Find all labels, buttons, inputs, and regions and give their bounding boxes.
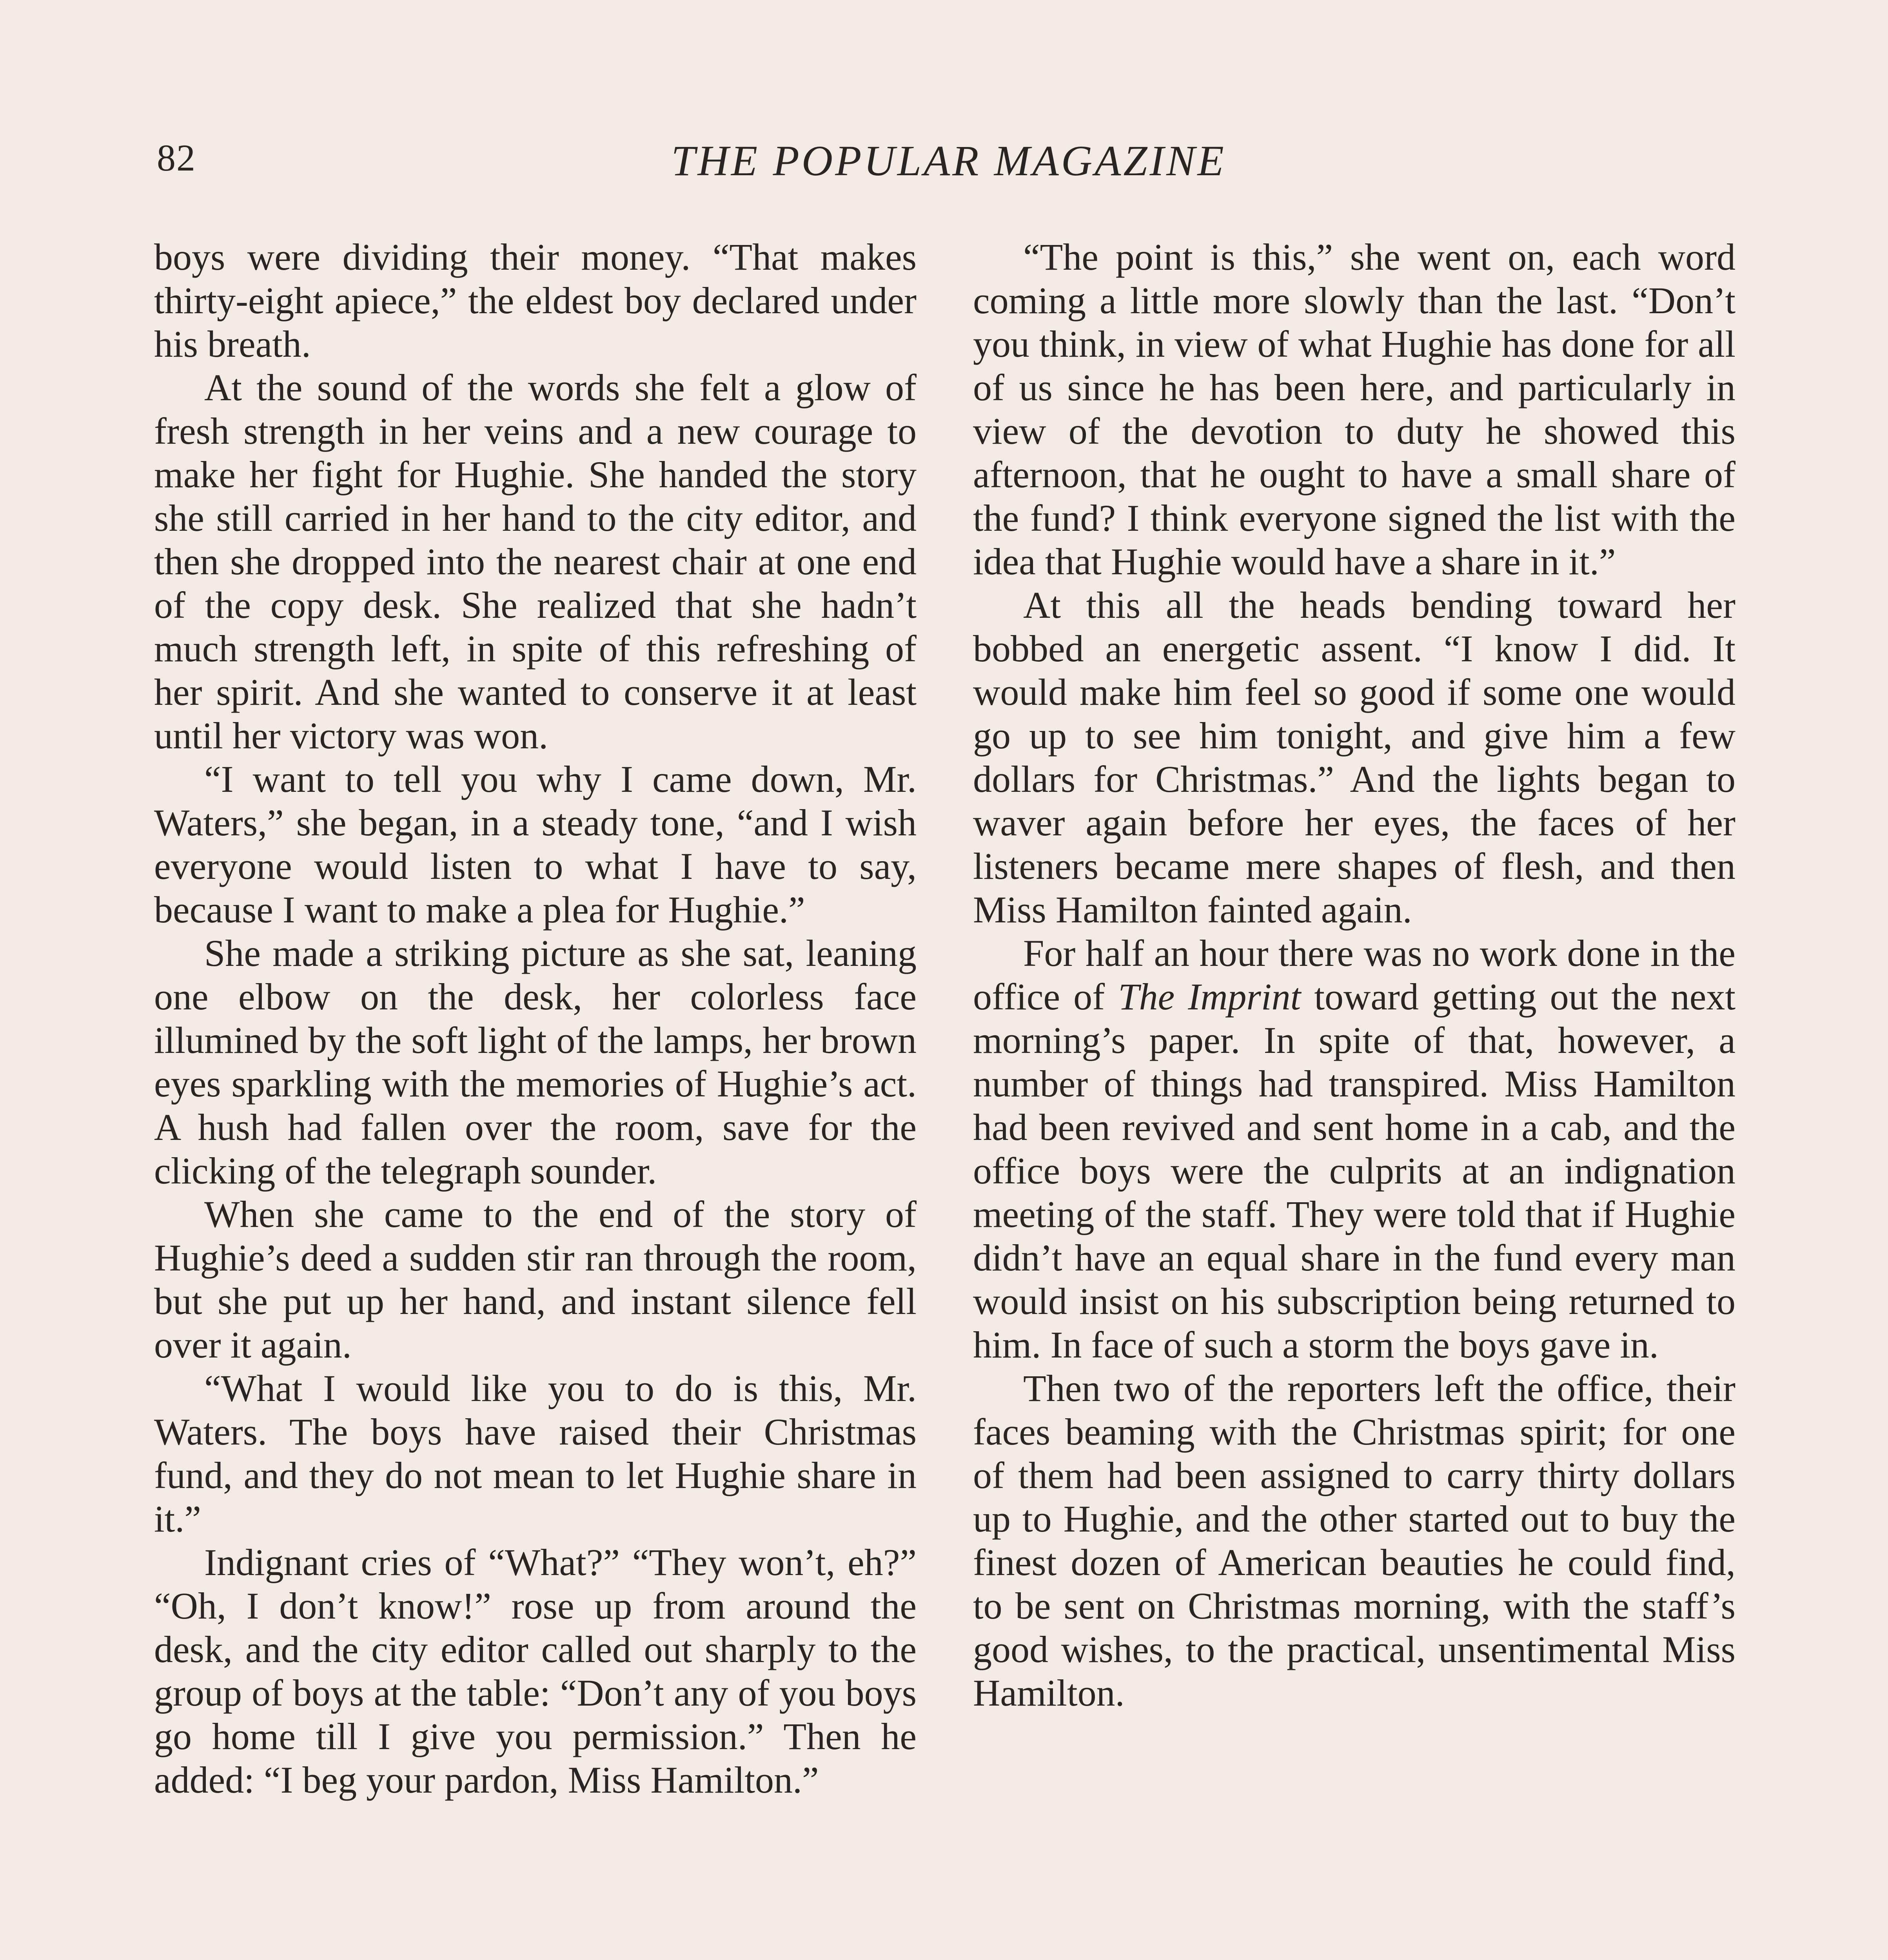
- paragraph: “I want to tell you why I came down, Mr. Waters,” she began, in a steady tone, “and I wish everyone would listen to what I have to say, because I want to make a plea for Hughie.”: [154, 758, 917, 931]
- newspaper-name: The Imprint: [1118, 976, 1301, 1018]
- paragraph: At this all the heads bending toward her bobbed an energetic assent. “I know I did. It would make him feel so good if some one would go up to see him tonight, and give him a few dollars for Christmas.” And the lights began to waver again before her eyes, the faces of her listeners became mere shapes of flesh, and then Miss Hamilton fainted again.: [973, 584, 1736, 931]
- left-column: [154, 235, 917, 1802]
- paragraph: “What I would like you to do is this, Mr. Waters. The boys have raised their Christmas fund, and they do not mean to let Hughie share in it.”: [154, 1367, 917, 1540]
- paragraph: boys were dividing their money. “That makes thirty-eight apiece,” the eldest boy declared under his breath.: [154, 236, 917, 365]
- paragraph: She made a striking picture as she sat, leaning one elbow on the desk, her colorless face illumined by the soft light of the lamps, her brown eyes sparkling with the memories of Hughie’s act. A hush had fallen over the room, save for the clicking of the telegraph sounder.: [154, 932, 917, 1192]
- imprint-text-after: toward getting out the next morning’s paper. In spite of that, however, a number of things had transpired. Miss Hamilton had been revived and sent home in a cab, and the office boys were the culprits at an indignation meeting of the staff. They were told that if Hughie didn’t have an equal share in the fund every man would insist on his subscription being returned to him. In face of such a storm the boys gave in.: [973, 976, 1736, 1366]
- paragraph: At the sound of the words she felt a glow of fresh strength in her veins and a new courage to make her fight for Hughie. She handed the story she still carried in her hand to the city editor, and then she dropped into the nearest chair at one end of the copy desk. She realized that she hadn’t much strength left, in spite of this refreshing of her spirit. And she wanted to conserve it at least until her victory was won.: [154, 367, 917, 757]
- right-column: [973, 235, 1736, 1715]
- paragraph: When she came to the end of the story of Hughie’s deed a sudden stir ran through the room, but she put up her hand, and instant silence fell over it again.: [154, 1193, 917, 1366]
- paragraph: Then two of the reporters left the office, their faces beaming with the Christmas spirit; for one of them had been assigned to carry thirty dollars up to Hughie, and the other started out to buy the finest dozen of American beauties he could find, to be sent on Christmas morning, with the staff’s good wishes, to the practical, unsentimental Miss Hamilton.: [973, 1367, 1736, 1714]
- paragraph-imprint: [973, 931, 1736, 1367]
- imprint-text-before: For half an hour there was no work done in the office of: [973, 932, 1736, 1018]
- paragraph: Indignant cries of “What?” “They won’t, eh?” “Oh, I don’t know!” rose up from around the desk, and the city editor called out sharply to the group of boys at the table: “Don’t any of you boys go home till I give you permission.” Then he added: “I beg your pardon, Miss Hamilton.”: [154, 1541, 917, 1801]
- page-number: 82: [157, 137, 196, 179]
- running-head: THE POPULAR MAGAZINE: [671, 137, 1226, 185]
- paragraph: “The point is this,” she went on, each word coming a little more slowly than the last. “Don’t you think, in view of what Hughie has done for all of us since he has been here, and particularly in view of the devotion to duty he showed this afternoon, that he ought to have a small share of the fund? I think everyone signed the list with the idea that Hughie would have a share in it.”: [973, 236, 1736, 583]
